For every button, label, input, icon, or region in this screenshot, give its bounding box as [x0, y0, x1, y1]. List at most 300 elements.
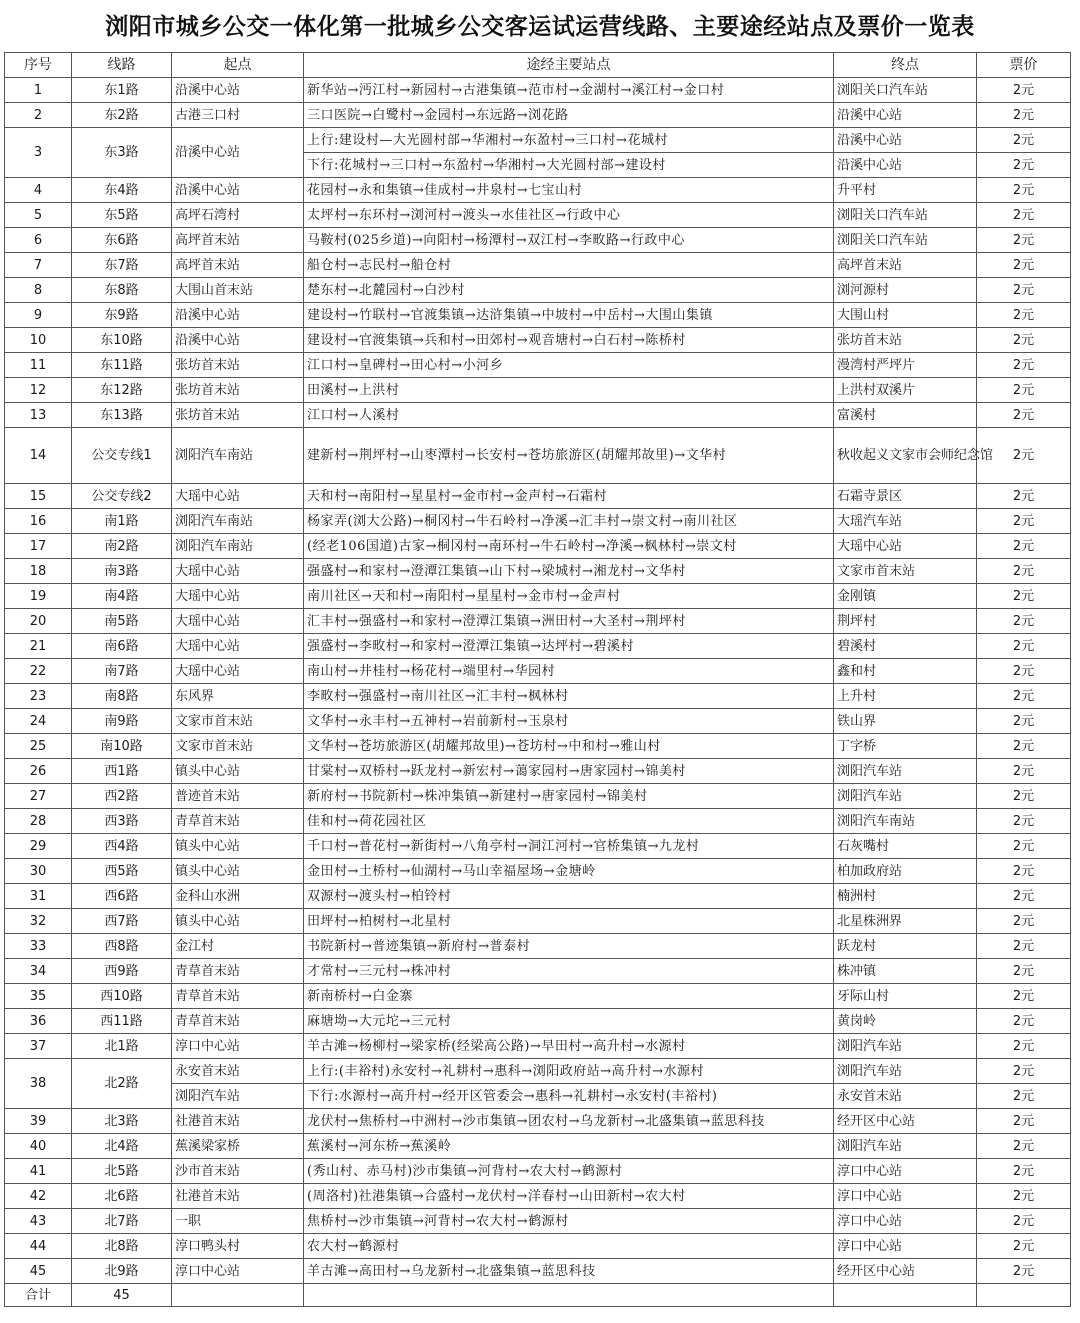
table-row	[5, 809, 1071, 834]
row-fare: 2元	[977, 253, 1071, 278]
row-number: 40	[5, 1134, 72, 1159]
row-end: 高坪首末站	[834, 253, 977, 278]
table-row	[5, 684, 1071, 709]
row-start: 浏阳汽车南站	[172, 509, 304, 534]
row-end: 黄岗岭	[834, 1009, 977, 1034]
row-line: 西1路	[72, 759, 172, 784]
row-end: 牙际山村	[834, 984, 977, 1009]
row-end: 浏阳汽车站	[834, 1034, 977, 1059]
row-start: 青草首末站	[172, 809, 304, 834]
row-fare: 2元	[977, 1134, 1071, 1159]
row-start: 大瑶中心站	[172, 609, 304, 634]
row-number: 4	[5, 178, 72, 203]
row-fare: 2元	[977, 1234, 1071, 1259]
table-row	[5, 203, 1071, 228]
row-stops: 羊古滩→高田村→乌龙新村→北盛集镇→蓝思科技	[304, 1259, 834, 1284]
row-fare: 2元	[977, 178, 1071, 203]
table-row	[5, 103, 1071, 128]
row-start: 青草首末站	[172, 984, 304, 1009]
row-end: 经开区中心站	[834, 1109, 977, 1134]
row-start: 高坪首末站	[172, 253, 304, 278]
table-row	[5, 1034, 1071, 1059]
row-end: 株冲镇	[834, 959, 977, 984]
total-row	[5, 1284, 1071, 1307]
row-start: 张坊首末站	[172, 353, 304, 378]
header-end: 终点	[834, 53, 977, 78]
row-number: 15	[5, 484, 72, 509]
row-number: 41	[5, 1159, 72, 1184]
row-fare: 2元	[977, 78, 1071, 103]
row-line: 北8路	[72, 1234, 172, 1259]
row-stops: 天和村→南阳村→星星村→金市村→金声村→石霜村	[304, 484, 834, 509]
table-row	[5, 1159, 1071, 1184]
row-number: 43	[5, 1209, 72, 1234]
row-fare: 2元	[977, 634, 1071, 659]
row-end: 淳口中心站	[834, 1159, 977, 1184]
row-stops: 田溪村→上洪村	[304, 378, 834, 403]
row-start: 淳口中心站	[172, 1034, 304, 1059]
row-stops: 下行:水源村→高升村→经开区管委会→惠科→礼耕村→永安村(丰裕村)	[304, 1084, 834, 1109]
row-number: 29	[5, 834, 72, 859]
row-fare: 2元	[977, 759, 1071, 784]
row-fare: 2元	[977, 1159, 1071, 1184]
row-line: 东4路	[72, 178, 172, 203]
row-fare: 2元	[977, 534, 1071, 559]
table-row	[5, 784, 1071, 809]
row-start: 沿溪中心站	[172, 178, 304, 203]
row-line: 东13路	[72, 403, 172, 428]
table-row	[5, 1134, 1071, 1159]
row-number: 5	[5, 203, 72, 228]
row-fare: 2元	[977, 709, 1071, 734]
row-fare: 2元	[977, 1034, 1071, 1059]
row-end: 文家市首末站	[834, 559, 977, 584]
row-fare: 2元	[977, 278, 1071, 303]
row-stops: 新华站→沔江村→新园村→古港集镇→范市村→金湖村→溪江村→金口村	[304, 78, 834, 103]
row-line: 南5路	[72, 609, 172, 634]
table-row	[5, 609, 1071, 634]
row-fare: 2元	[977, 659, 1071, 684]
row-start: 大瑶中心站	[172, 659, 304, 684]
row-line: 西4路	[72, 834, 172, 859]
row-end: 张坊首末站	[834, 328, 977, 353]
row-end: 上洪村双溪片	[834, 378, 977, 403]
row-start: 社港首末站	[172, 1109, 304, 1134]
row-line: 东11路	[72, 353, 172, 378]
row-number: 25	[5, 734, 72, 759]
table-row	[5, 709, 1071, 734]
row-line: 西6路	[72, 884, 172, 909]
table-row	[5, 1209, 1071, 1234]
header-start: 起点	[172, 53, 304, 78]
row-fare: 2元	[977, 353, 1071, 378]
row-line: 西5路	[72, 859, 172, 884]
row-line: 西10路	[72, 984, 172, 1009]
row-line: 北3路	[72, 1109, 172, 1134]
row-fare: 2元	[977, 934, 1071, 959]
row-stops: 建新村→荆坪村→山枣潭村→长安村→苍坊旅游区(胡耀邦故里)→文华村	[304, 428, 834, 484]
row-start: 大围山首末站	[172, 278, 304, 303]
row-number: 2	[5, 103, 72, 128]
table-row	[5, 834, 1071, 859]
row-end: 柏加政府站	[834, 859, 977, 884]
table-row	[5, 1009, 1071, 1034]
row-fare: 2元	[977, 153, 1071, 178]
row-fare: 2元	[977, 809, 1071, 834]
row-number: 17	[5, 534, 72, 559]
row-end: 石灰嘴村	[834, 834, 977, 859]
table-row	[5, 128, 1071, 153]
row-number: 23	[5, 684, 72, 709]
row-end: 荆坪村	[834, 609, 977, 634]
table-row	[5, 178, 1071, 203]
row-line: 北2路	[72, 1059, 172, 1109]
row-end: 淳口中心站	[834, 1234, 977, 1259]
row-line: 南8路	[72, 684, 172, 709]
row-number: 26	[5, 759, 72, 784]
row-number: 37	[5, 1034, 72, 1059]
table-row	[5, 759, 1071, 784]
row-line: 北1路	[72, 1034, 172, 1059]
table-row	[5, 1234, 1071, 1259]
row-stops: 佳和村→荷花园社区	[304, 809, 834, 834]
total-label: 合计	[5, 1284, 72, 1307]
table-row	[5, 278, 1071, 303]
row-fare: 2元	[977, 228, 1071, 253]
row-end: 浏阳关口汽车站	[834, 203, 977, 228]
row-line: 西8路	[72, 934, 172, 959]
table-row	[5, 984, 1071, 1009]
row-start: 张坊首末站	[172, 378, 304, 403]
row-start: 浏阳汽车南站	[172, 428, 304, 484]
row-end: 沿溪中心站	[834, 103, 977, 128]
row-stops: 金田村→土桥村→仙湖村→马山幸福屋场→金塘岭	[304, 859, 834, 884]
row-line: 北4路	[72, 1134, 172, 1159]
row-number: 34	[5, 959, 72, 984]
row-start: 沿溪中心站	[172, 328, 304, 353]
row-stops: 强盛村→李畋村→和家村→澄潭江集镇→达坪村→碧溪村	[304, 634, 834, 659]
table-row	[5, 659, 1071, 684]
row-line: 东3路	[72, 128, 172, 178]
table-row	[5, 303, 1071, 328]
row-stops: 麻塘坳→大元坨→三元村	[304, 1009, 834, 1034]
row-start: 金科山水洲	[172, 884, 304, 909]
routes-table	[4, 52, 1071, 1307]
table-row	[5, 428, 1071, 484]
row-line: 公交专线1	[72, 428, 172, 484]
row-stops: 蕉溪村→河东桥→蕉溪岭	[304, 1134, 834, 1159]
row-fare: 2元	[977, 1209, 1071, 1234]
row-fare: 2元	[977, 684, 1071, 709]
table-row	[5, 734, 1071, 759]
row-end: 浏河源村	[834, 278, 977, 303]
row-fare: 2元	[977, 1184, 1071, 1209]
table-row	[5, 1059, 1071, 1084]
row-number: 42	[5, 1184, 72, 1209]
row-stops: 焦桥村→沙市集镇→河背村→农大村→鹤源村	[304, 1209, 834, 1234]
row-line: 西3路	[72, 809, 172, 834]
row-end: 升平村	[834, 178, 977, 203]
row-stops: (周洛村)社港集镇→合盛村→龙伏村→洋春村→山田新村→农大村	[304, 1184, 834, 1209]
row-end: 沿溪中心站	[834, 128, 977, 153]
row-fare: 2元	[977, 428, 1071, 484]
total-empty-stops	[304, 1284, 834, 1307]
row-start: 沿溪中心站	[172, 128, 304, 178]
row-number: 7	[5, 253, 72, 278]
row-start: 青草首末站	[172, 1009, 304, 1034]
row-start: 古港三口村	[172, 103, 304, 128]
row-line: 东1路	[72, 78, 172, 103]
row-stops: 花园村→永和集镇→佳成村→井泉村→七宝山村	[304, 178, 834, 203]
row-start: 淳口鸭头村	[172, 1234, 304, 1259]
row-stops: 李畋村→强盛村→南川社区→汇丰村→枫林村	[304, 684, 834, 709]
table-row	[5, 78, 1071, 103]
row-line: 北7路	[72, 1209, 172, 1234]
row-number: 13	[5, 403, 72, 428]
row-stops: 文华村→苍坊旅游区(胡耀邦故里)→苍坊村→中和村→雅山村	[304, 734, 834, 759]
header-fare: 票价	[977, 53, 1071, 78]
row-number: 18	[5, 559, 72, 584]
table-row	[5, 634, 1071, 659]
row-fare: 2元	[977, 609, 1071, 634]
row-start: 永安首末站	[172, 1059, 304, 1084]
table-row	[5, 884, 1071, 909]
row-line: 南2路	[72, 534, 172, 559]
row-fare: 2元	[977, 909, 1071, 934]
row-end: 富溪村	[834, 403, 977, 428]
row-stops: 汇丰村→强盛村→和家村→澄潭江集镇→洲田村→大圣村→荆坪村	[304, 609, 834, 634]
table-row	[5, 1109, 1071, 1134]
row-stops: 江口村→人溪村	[304, 403, 834, 428]
row-fare: 2元	[977, 584, 1071, 609]
row-end: 丁字桥	[834, 734, 977, 759]
row-fare: 2元	[977, 959, 1071, 984]
row-start: 沿溪中心站	[172, 78, 304, 103]
row-number: 28	[5, 809, 72, 834]
row-number: 6	[5, 228, 72, 253]
row-stops: 文华村→永丰村→五神村→岩前新村→玉泉村	[304, 709, 834, 734]
row-number: 10	[5, 328, 72, 353]
row-line: 西11路	[72, 1009, 172, 1034]
row-number: 31	[5, 884, 72, 909]
table-row	[5, 1184, 1071, 1209]
row-number: 22	[5, 659, 72, 684]
row-stops: 新府村→书院新村→株冲集镇→新建村→唐家园村→锦美村	[304, 784, 834, 809]
row-stops: 甘棠村→双桥村→跃龙村→新宏村→蔼家园村→唐家园村→锦美村	[304, 759, 834, 784]
row-start: 大瑶中心站	[172, 559, 304, 584]
row-end: 楠洲村	[834, 884, 977, 909]
row-line: 南9路	[72, 709, 172, 734]
row-number: 27	[5, 784, 72, 809]
row-fare: 2元	[977, 984, 1071, 1009]
row-end: 北星株洲界	[834, 909, 977, 934]
row-number: 21	[5, 634, 72, 659]
row-end: 经开区中心站	[834, 1259, 977, 1284]
row-end: 大围山村	[834, 303, 977, 328]
row-stops: 太坪村→东环村→浏河村→渡头→水佳社区→行政中心	[304, 203, 834, 228]
row-fare: 2元	[977, 103, 1071, 128]
row-end: 石霜寺景区	[834, 484, 977, 509]
row-line: 南3路	[72, 559, 172, 584]
row-stops: 千口村→普花村→新街村→八角亭村→洞江河村→官桥集镇→九龙村	[304, 834, 834, 859]
table-row	[5, 378, 1071, 403]
row-number: 36	[5, 1009, 72, 1034]
row-stops: 建设村→竹联村→官渡集镇→达浒集镇→中坡村→中岳村→大围山集镇	[304, 303, 834, 328]
row-start: 一职	[172, 1209, 304, 1234]
table-row	[5, 353, 1071, 378]
row-end: 铁山界	[834, 709, 977, 734]
total-empty-fare	[977, 1284, 1071, 1307]
row-stops: 楚东村→北麓园村→白沙村	[304, 278, 834, 303]
row-start: 文家市首末站	[172, 734, 304, 759]
row-stops: 上行:(丰裕村)永安村→礼耕村→惠科→浏阳政府站→高升村→水源村	[304, 1059, 834, 1084]
row-line: 南7路	[72, 659, 172, 684]
table-row	[5, 959, 1071, 984]
row-line: 东5路	[72, 203, 172, 228]
table-row	[5, 534, 1071, 559]
row-number: 45	[5, 1259, 72, 1284]
row-start: 金江村	[172, 934, 304, 959]
row-end: 沿溪中心站	[834, 153, 977, 178]
row-line: 东6路	[72, 228, 172, 253]
row-fare: 2元	[977, 1109, 1071, 1134]
row-stops: 双源村→渡头村→柏铃村	[304, 884, 834, 909]
row-start: 高坪首末站	[172, 228, 304, 253]
row-start: 淳口中心站	[172, 1259, 304, 1284]
row-number: 9	[5, 303, 72, 328]
row-end: 鑫和村	[834, 659, 977, 684]
row-line: 南1路	[72, 509, 172, 534]
row-start: 沿溪中心站	[172, 303, 304, 328]
row-line: 东2路	[72, 103, 172, 128]
row-line: 东7路	[72, 253, 172, 278]
page-title: 浏阳市城乡公交一体化第一批城乡公交客运试运营线路、主要途经站点及票价一览表	[105, 13, 975, 40]
row-start: 大瑶中心站	[172, 634, 304, 659]
table-row	[5, 253, 1071, 278]
row-end: 跃龙村	[834, 934, 977, 959]
row-stops: (经老106国道)古家→桐冈村→南环村→牛石岭村→净溪→枫林村→崇文村	[304, 534, 834, 559]
total-empty-end	[834, 1284, 977, 1307]
row-end: 金刚镇	[834, 584, 977, 609]
row-stops: 江口村→皇碑村→田心村→小河乡	[304, 353, 834, 378]
row-start: 镇头中心站	[172, 834, 304, 859]
row-line: 北9路	[72, 1259, 172, 1284]
row-end: 上升村	[834, 684, 977, 709]
row-line: 东12路	[72, 378, 172, 403]
row-number: 11	[5, 353, 72, 378]
row-end: 浏阳汽车站	[834, 759, 977, 784]
row-end: 大瑶汽车站	[834, 509, 977, 534]
row-number: 19	[5, 584, 72, 609]
table-row	[5, 934, 1071, 959]
row-stops: 马鞍村(025乡道)→向阳村→杨潭村→双江村→李畋路→行政中心	[304, 228, 834, 253]
row-line: 西7路	[72, 909, 172, 934]
row-line: 西9路	[72, 959, 172, 984]
table-row	[5, 559, 1071, 584]
row-stops: 船仓村→志民村→船仓村	[304, 253, 834, 278]
row-line: 南4路	[72, 584, 172, 609]
row-fare: 2元	[977, 559, 1071, 584]
row-stops: 强盛村→和家村→澄潭江集镇→山下村→梁城村→湘龙村→文华村	[304, 559, 834, 584]
row-number: 12	[5, 378, 72, 403]
row-start: 青草首末站	[172, 959, 304, 984]
row-number: 1	[5, 78, 72, 103]
row-line: 东8路	[72, 278, 172, 303]
table-row	[5, 228, 1071, 253]
row-stops: 三口医院→白鹭村→金园村→东远路→浏花路	[304, 103, 834, 128]
row-fare: 2元	[977, 128, 1071, 153]
row-fare: 2元	[977, 859, 1071, 884]
row-end: 淳口中心站	[834, 1209, 977, 1234]
row-line: 北6路	[72, 1184, 172, 1209]
table-row	[5, 484, 1071, 509]
row-number: 8	[5, 278, 72, 303]
row-stops: 下行:花城村→三口村→东盈村→华湘村→大光圆村部→建设村	[304, 153, 834, 178]
row-fare: 2元	[977, 378, 1071, 403]
row-number: 16	[5, 509, 72, 534]
row-number: 38	[5, 1059, 72, 1109]
header-stops: 途经主要站点	[304, 53, 834, 78]
row-start: 浏阳汽车南站	[172, 534, 304, 559]
row-end: 淳口中心站	[834, 1184, 977, 1209]
row-fare: 2元	[977, 509, 1071, 534]
row-end: 浏阳汽车站	[834, 1059, 977, 1084]
table-row	[5, 509, 1071, 534]
row-start: 浏阳汽车站	[172, 1084, 304, 1109]
row-stops: (秀山村、赤马村)沙市集镇→河背村→农大村→鹤源村	[304, 1159, 834, 1184]
row-line: 公交专线2	[72, 484, 172, 509]
row-start: 镇头中心站	[172, 759, 304, 784]
row-start: 社港首末站	[172, 1184, 304, 1209]
table-row	[5, 859, 1071, 884]
row-start: 大瑶中心站	[172, 584, 304, 609]
row-number: 44	[5, 1234, 72, 1259]
row-fare: 2元	[977, 734, 1071, 759]
row-stops: 羊古滩→杨柳村→梁家桥(经梁高公路)→早田村→高升村→水源村	[304, 1034, 834, 1059]
row-fare: 2元	[977, 884, 1071, 909]
row-fare: 2元	[977, 1084, 1071, 1109]
row-number: 39	[5, 1109, 72, 1134]
row-line: 北5路	[72, 1159, 172, 1184]
total-empty-start	[172, 1284, 304, 1307]
row-fare: 2元	[977, 1059, 1071, 1084]
row-fare: 2元	[977, 203, 1071, 228]
row-stops: 上行:建设村—大光圆村部→华湘村→东盈村→三口村→花城村	[304, 128, 834, 153]
row-start: 镇头中心站	[172, 909, 304, 934]
row-stops: 杨家弄(浏大公路)→桐冈村→牛石岭村→净溪→汇丰村→崇文村→南川社区	[304, 509, 834, 534]
row-end: 漫湾村严坪片	[834, 353, 977, 378]
row-start: 蕉溪梁家桥	[172, 1134, 304, 1159]
table-row	[5, 584, 1071, 609]
row-stops: 新南桥村→白金寨	[304, 984, 834, 1009]
row-end: 碧溪村	[834, 634, 977, 659]
header-line: 线路	[72, 53, 172, 78]
row-stops: 南山村→井桂村→杨花村→端里村→华园村	[304, 659, 834, 684]
row-fare: 2元	[977, 834, 1071, 859]
row-start: 大瑶中心站	[172, 484, 304, 509]
row-end: 浏阳汽车站	[834, 784, 977, 809]
table-row	[5, 1259, 1071, 1284]
row-fare: 2元	[977, 403, 1071, 428]
row-line: 南6路	[72, 634, 172, 659]
row-end: 永安首末站	[834, 1084, 977, 1109]
row-fare: 2元	[977, 1259, 1071, 1284]
header-no: 序号	[5, 53, 72, 78]
row-stops: 建设村→官渡集镇→兵和村→田郊村→观音塘村→白石村→陈桥村	[304, 328, 834, 353]
row-start: 文家市首末站	[172, 709, 304, 734]
row-fare: 2元	[977, 784, 1071, 809]
row-number: 20	[5, 609, 72, 634]
